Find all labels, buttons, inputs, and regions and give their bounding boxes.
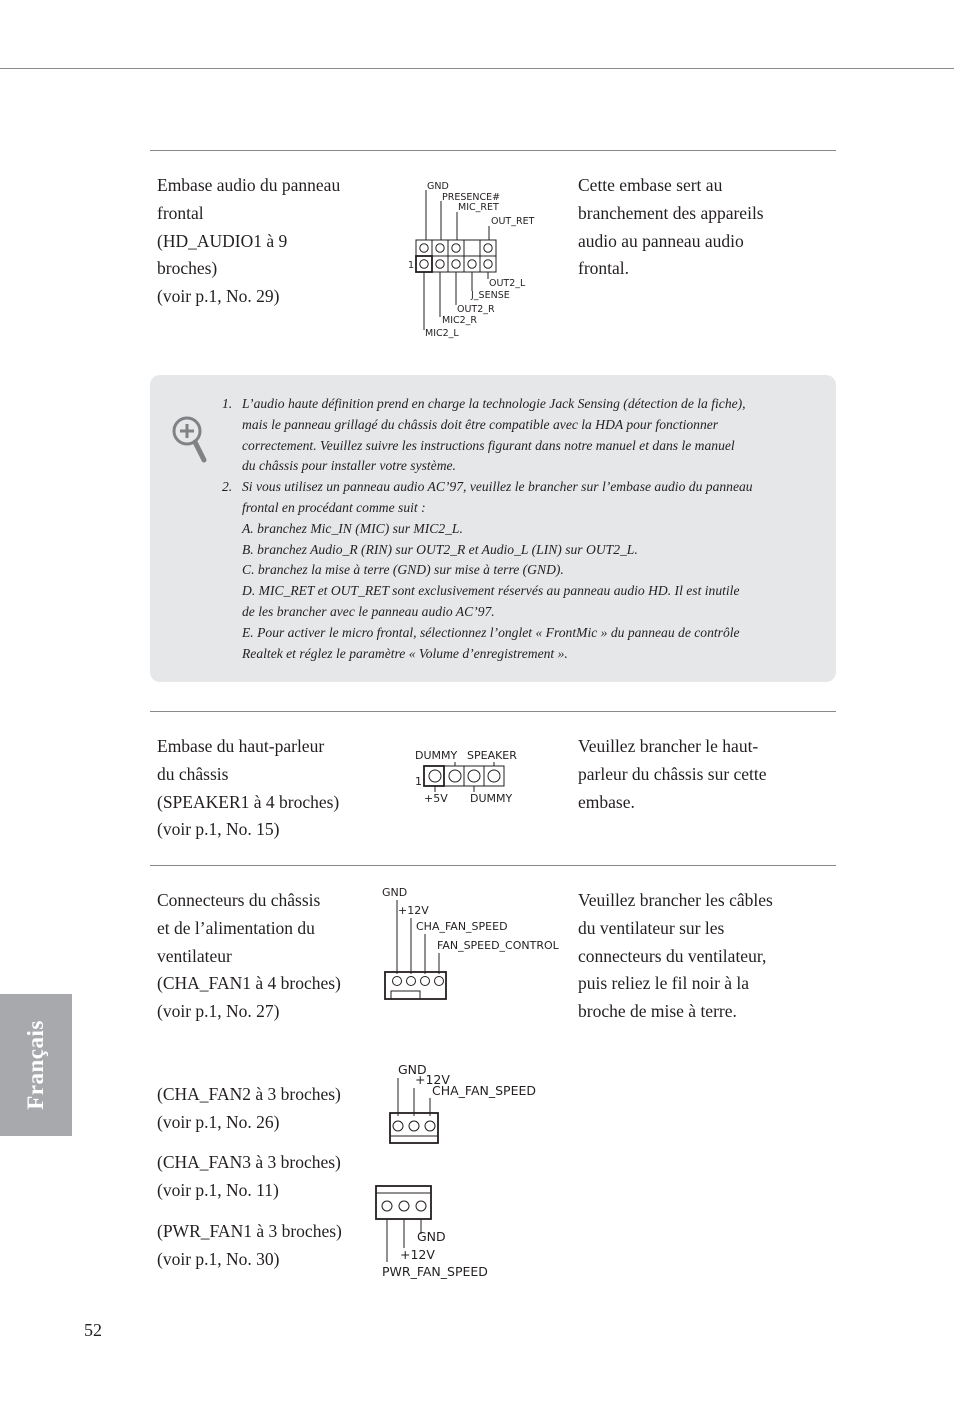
pwr-fan1-description: [157, 1218, 342, 1274]
top-rule: [0, 68, 954, 69]
pin-label-gnd: GND: [398, 1062, 427, 1077]
pin-label-out2-l: OUT2_L: [489, 278, 526, 289]
desc-line: Connecteurs du châssis: [157, 890, 321, 910]
note-line: L’audio haute définition prend en charge la technologie Jack Sensing (détection de la fiche),: [242, 396, 746, 411]
desc-line: du châssis: [157, 763, 229, 784]
note-item-number: 1.: [222, 396, 233, 411]
language-side-tab: [0, 994, 72, 1136]
pin-label-gnd: GND: [427, 181, 449, 192]
pin-label-12v: +12V: [398, 904, 429, 917]
info-line: connecteurs du ventilateur,: [578, 945, 767, 966]
note-item-number: 2.: [222, 479, 233, 495]
pin-label-cha-fan-speed: CHA_FAN_SPEED: [416, 920, 508, 933]
speaker-info: [578, 733, 767, 816]
desc-line: (HD_AUDIO1 à 9: [157, 230, 288, 251]
pin-label-1: 1: [408, 260, 415, 271]
pin-label-out-ret: OUT_RET: [491, 216, 535, 227]
desc-line: (PWR_FAN1 à 3 broches): [157, 1221, 342, 1241]
info-line: puis reliez le fil noir à la: [578, 973, 750, 994]
section-rule-speaker: [150, 711, 836, 712]
cha-fan2-description: [157, 1081, 341, 1137]
note-line: D. MIC_RET et OUT_RET sont exclusivement réservés au panneau audio HD. Il est inutile: [242, 583, 740, 599]
hd-audio-pin-diagram: [400, 176, 550, 342]
info-line: frontal.: [578, 258, 630, 279]
note-content: [222, 394, 753, 664]
note-line: mais le panneau grillagé du châssis doit être compatible avec la HDA pour fonctionner: [242, 416, 719, 432]
pin-label-speaker: SPEAKER: [467, 749, 517, 762]
pin-label-pwr-fan-speed: PWR_FAN_SPEED: [382, 1264, 488, 1279]
desc-line: (CHA_FAN3 à 3 broches): [157, 1152, 341, 1172]
cha-fan1-pin-diagram: [378, 880, 568, 1006]
desc-line: (voir p.1, No. 27): [157, 1001, 280, 1022]
desc-line: (voir p.1, No. 29): [157, 286, 280, 307]
pin-label-mic2-l: MIC2_L: [425, 328, 459, 339]
desc-line: (CHA_FAN1 à 4 broches): [157, 973, 341, 994]
pin-label-fan-speed-control: FAN_SPEED_CONTROL: [437, 939, 559, 952]
note-line: frontal en procédant comme suit :: [242, 499, 426, 515]
pin-label-out2-r: OUT2_R: [457, 304, 495, 315]
desc-line: frontal: [157, 202, 204, 223]
pin-label-j-sense: J_SENSE: [471, 290, 510, 301]
pin-label-gnd: GND: [382, 886, 408, 899]
desc-line: broches): [157, 258, 218, 279]
hd-audio-info: [578, 172, 764, 283]
speaker-pin-diagram: [410, 744, 540, 810]
desc-line: ventilateur: [157, 945, 232, 966]
desc-line: (SPEAKER1 à 4 broches): [157, 791, 340, 812]
desc-line: (voir p.1, No. 30): [157, 1248, 280, 1269]
fan-info: [578, 887, 773, 1026]
info-line: branchement des appareils: [578, 202, 764, 223]
pin-label-12v: +12V: [400, 1247, 435, 1262]
desc-line: Embase du haut-parleur: [157, 736, 325, 756]
cha-fan2-pin-diagram: [384, 1060, 544, 1148]
desc-line: (voir p.1, No. 11): [157, 1179, 279, 1200]
pin-label-dummy-top: DUMMY: [415, 749, 458, 762]
note-line: correctement. Veuillez suivre les instructions figurant dans notre manuel et dans le manuel: [242, 437, 735, 453]
note-line: C. branchez la mise à terre (GND) sur mise à terre (GND).: [242, 562, 564, 578]
desc-line: et de l’alimentation du: [157, 917, 315, 938]
desc-line: (CHA_FAN2 à 3 broches): [157, 1084, 341, 1104]
hd-audio-description: [157, 172, 340, 311]
info-line: audio au panneau audio: [578, 230, 744, 251]
info-line: Veuillez brancher le haut-: [578, 736, 759, 756]
desc-line: (voir p.1, No. 26): [157, 1111, 280, 1132]
info-line: Cette embase sert au: [578, 175, 723, 195]
note-line: Si vous utilisez un panneau audio AC’97, veuillez le brancher sur l’embase audio du panneau: [242, 479, 753, 495]
pin-label-mic-ret: MIC_RET: [458, 202, 499, 213]
pin-label-1: 1: [415, 775, 422, 788]
pin-label-presence: PRESENCE#: [442, 192, 501, 203]
desc-line: Embase audio du panneau: [157, 175, 341, 195]
magnifier-plus-icon: [170, 414, 212, 466]
cha-fan3-description: [157, 1149, 341, 1205]
note-line: de les brancher avec le panneau audio AC’97.: [242, 603, 495, 619]
section-rule-hd-audio: [150, 150, 836, 151]
fan-description: [157, 887, 341, 1026]
pin-label-5v: +5V: [424, 792, 448, 805]
note-line: A. branchez Mic_IN (MIC) sur MIC2_L.: [242, 520, 463, 536]
pin-label-mic2-r: MIC2_R: [442, 315, 478, 326]
speaker-description: [157, 733, 339, 844]
pin-label-dummy-bottom: DUMMY: [470, 792, 513, 805]
note-line: B. branchez Audio_R (RIN) sur OUT2_R et Audio_L (LIN) sur OUT2_L.: [242, 541, 638, 557]
section-rule-fan: [150, 865, 836, 866]
page-number: 52: [84, 1320, 102, 1340]
info-line: du ventilateur sur les: [578, 917, 725, 938]
pin1-box: [416, 256, 432, 272]
desc-line: (voir p.1, No. 15): [157, 819, 280, 840]
pin-label-cha-fan-speed: CHA_FAN_SPEED: [432, 1083, 537, 1098]
pin-label-gnd: GND: [417, 1229, 446, 1244]
info-line: parleur du châssis sur cette: [578, 763, 767, 784]
side-tab-label: Français: [23, 1020, 48, 1110]
note-line: Realtek et réglez le paramètre « Volume d’enregistrement ».: [242, 645, 568, 661]
info-line: Veuillez brancher les câbles: [578, 890, 773, 910]
info-line: broche de mise à terre.: [578, 1001, 737, 1022]
pwr-fan1-pin-diagram: [370, 1180, 520, 1284]
info-line: embase.: [578, 791, 635, 812]
pin-label-12v: +12V: [415, 1072, 450, 1087]
note-line: du châssis pour installer votre système.: [242, 458, 456, 474]
note-line: E. Pour activer le micro frontal, sélectionnez l’onglet « FrontMic » du panneau de contrôle: [242, 624, 740, 640]
